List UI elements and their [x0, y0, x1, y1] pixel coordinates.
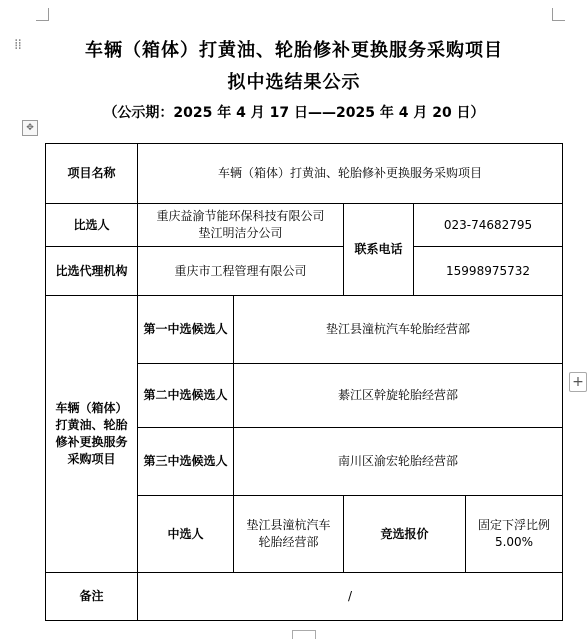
bidder-value: 重庆益渝节能环保科技有限公司垫江明洁分公司 [138, 204, 344, 247]
agent-label: 比选代理机构 [46, 247, 138, 296]
table-row [46, 204, 563, 247]
agent-value: 重庆市工程管理有限公司 [138, 247, 344, 296]
candidate-rank-label: 第三中选候选人 [138, 428, 234, 496]
notice-period: （公示期：2025 年 4 月 17 日——2025 年 4 月 20 日） [103, 105, 485, 121]
candidate-name: 綦江区幹旋轮胎经营部 [234, 364, 563, 428]
quote-value: 固定下浮比例 5.00% [466, 496, 563, 573]
section-label: 车辆（箱体）打黄油、轮胎修补更换服务采购项目 [46, 296, 138, 573]
agent-phone: 15998975732 [414, 247, 563, 296]
candidate-rank-label: 第一中选候选人 [138, 296, 234, 364]
remarks-label: 备注 [46, 573, 138, 621]
table-row [46, 296, 563, 364]
bidder-phone: 023-74682795 [414, 204, 563, 247]
table-move-handle-icon[interactable]: ✥ [22, 120, 38, 136]
project-name-value: 车辆（箱体）打黄油、轮胎修补更换服务采购项目 [138, 144, 563, 204]
bidder-label: 比选人 [46, 204, 138, 247]
document-title: 车辆（箱体）打黄油、轮胎修补更换服务采购项目 [85, 40, 503, 61]
result-table [45, 143, 563, 621]
candidate-name: 垫江县潼杭汽车轮胎经营部 [234, 296, 563, 364]
add-column-button[interactable]: + [569, 372, 587, 392]
contact-label: 联系电话 [344, 204, 414, 296]
candidate-rank-label: 第二中选候选人 [138, 364, 234, 428]
winner-value: 垫江县潼杭汽车轮胎经营部 [234, 496, 344, 573]
winner-label: 中选人 [138, 496, 234, 573]
table-row [46, 573, 563, 621]
page-corner-mark-top-right [552, 8, 565, 21]
project-name-label: 项目名称 [46, 144, 138, 204]
document-subtitle: 拟中选结果公示 [227, 72, 361, 93]
table-row [46, 144, 563, 204]
candidate-name: 南川区渝宏轮胎经营部 [234, 428, 563, 496]
drag-handle-icon[interactable]: ⁞⁞ [14, 37, 21, 53]
remarks-value: / [138, 573, 563, 621]
table-row [46, 247, 563, 296]
quote-label: 竞选报价 [344, 496, 466, 573]
page-corner-mark-top-left [36, 8, 49, 21]
